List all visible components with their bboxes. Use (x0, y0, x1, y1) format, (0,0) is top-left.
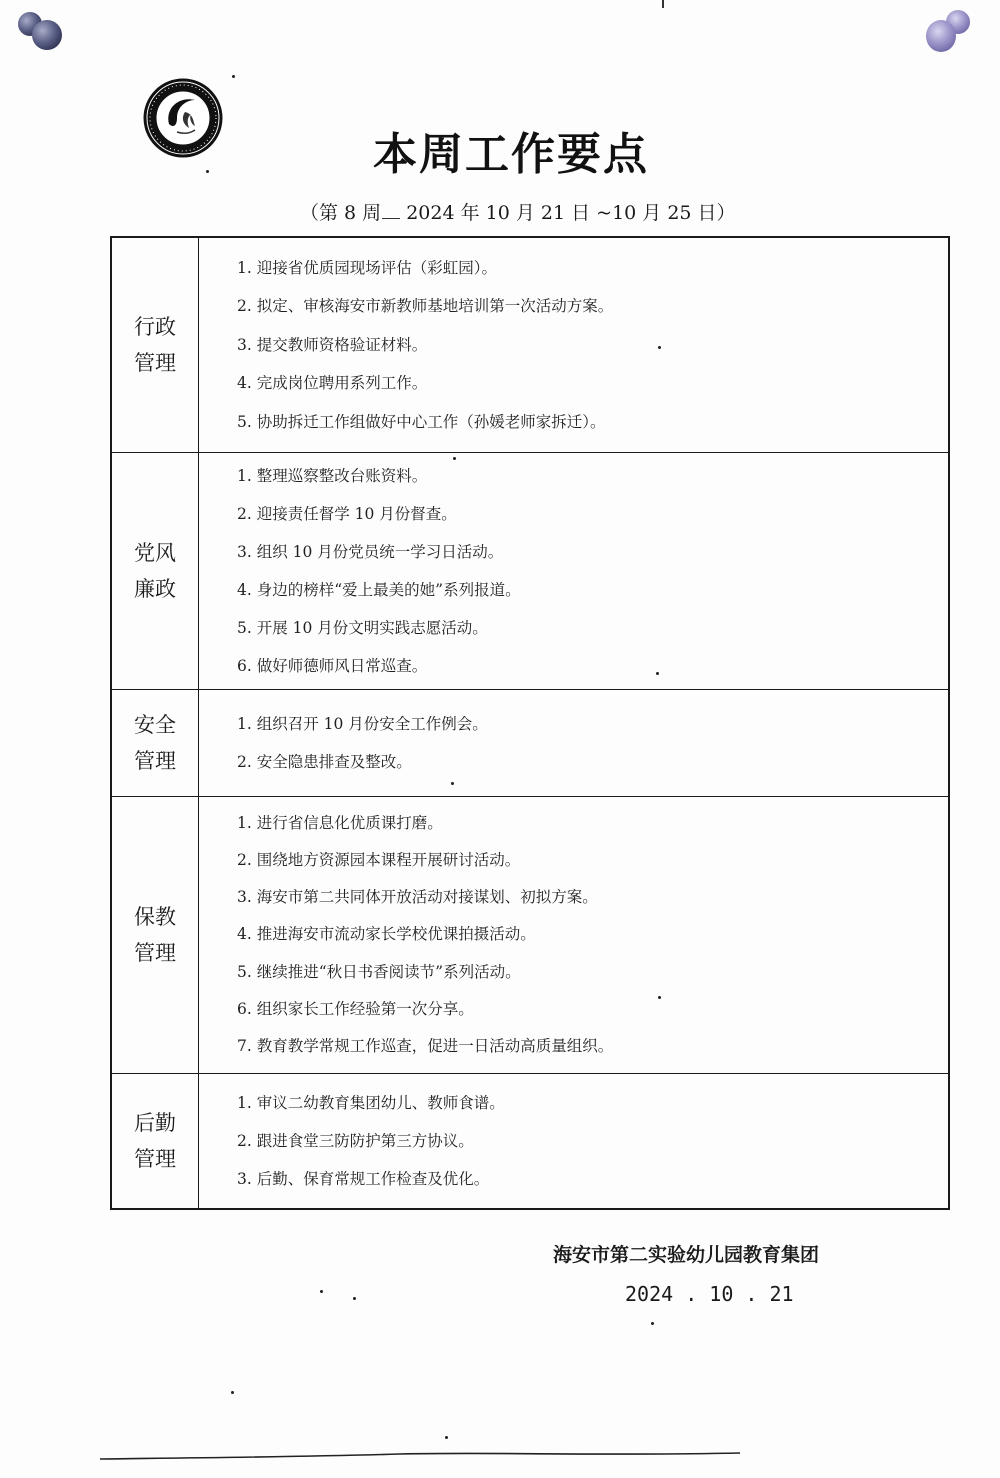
list-item: 2. 围绕地方资源园本课程开展研讨活动。 (237, 850, 521, 869)
items-cell (199, 1074, 950, 1210)
scan-speck (651, 1322, 654, 1325)
items-cell (199, 237, 950, 453)
scan-speck (658, 346, 661, 349)
table-row (111, 237, 949, 453)
week-label: （第 8 周 (300, 202, 382, 224)
table-row (111, 1074, 949, 1210)
category-label: 管理 (134, 351, 176, 375)
items-cell (199, 453, 950, 690)
category-label: 行政 (134, 315, 176, 339)
list-item: 6. 做好师德师风日常巡查。 (237, 657, 428, 675)
category-label: 廉政 (134, 577, 176, 601)
paper-edge-line (100, 1451, 740, 1461)
category-cell (111, 1074, 199, 1210)
list-item: 2. 迎接责任督学 10 月份督查。 (237, 505, 457, 523)
category-cell (111, 797, 199, 1074)
list-item: 1. 进行省信息化优质课打磨。 (237, 813, 443, 832)
list-item: 1. 审议二幼教育集团幼儿、教师食谱。 (237, 1094, 505, 1112)
push-pin-icon (32, 20, 62, 50)
scan-speck (353, 1297, 356, 1300)
items-cell (199, 797, 950, 1074)
table-row (111, 690, 949, 797)
list-item: 4. 身边的榜样“爱上最美的她”系列报道。 (237, 581, 521, 599)
scan-speck (206, 170, 209, 173)
scan-speck (451, 782, 454, 785)
scan-speck (320, 1290, 323, 1293)
underline-mark (382, 218, 400, 219)
category-cell (111, 690, 199, 797)
work-plan-table (110, 236, 950, 1210)
list-item: 5. 继续推进“秋日书香阅读节”系列活动。 (237, 962, 521, 981)
table-row (111, 453, 949, 690)
scan-speck (232, 75, 235, 78)
list-item: 1. 迎接省优质园现场评估（彩虹园）。 (237, 258, 497, 277)
category-label: 管理 (134, 749, 176, 773)
list-item: 2. 安全隐患排查及整改。 (237, 753, 412, 771)
list-item: 3. 后勤、保育常规工作检查及优化。 (237, 1170, 490, 1188)
signature-date: 2024 . 10 . 21 (625, 1282, 794, 1306)
category-label: 后勤 (134, 1111, 176, 1135)
list-item: 3. 提交教师资格验证材料。 (237, 335, 428, 354)
scan-speck (656, 672, 659, 675)
category-cell (111, 237, 199, 453)
signature-organization: 海安市第二实验幼儿园教育集团 (553, 1244, 820, 1266)
list-item: 3. 组织 10 月份党员统一学习日活动。 (237, 543, 504, 561)
list-item: 5. 协助拆迁工作组做好中心工作（孙媛老师家拆迁）。 (237, 412, 606, 431)
list-item: 1. 整理巡察整改台账资料。 (237, 467, 428, 485)
scan-speck (231, 1391, 234, 1394)
paper-mark (662, 0, 664, 8)
push-pin-icon (926, 20, 956, 52)
list-item: 1. 组织召开 10 月份安全工作例会。 (237, 715, 488, 733)
list-item: 5. 开展 10 月份文明实践志愿活动。 (237, 619, 488, 637)
category-label: 管理 (134, 941, 176, 965)
date-range: 2024 年 10 月 21 日 ~10 月 25 日） (406, 202, 736, 224)
category-label: 安全 (134, 713, 176, 737)
category-label: 管理 (134, 1147, 176, 1171)
table-row (111, 797, 949, 1074)
scan-speck (658, 996, 661, 999)
category-label: 保教 (134, 905, 176, 929)
list-item: 2. 拟定、审核海安市新教师基地培训第一次活动方案。 (237, 297, 614, 316)
list-item: 4. 推进海安市流动家长学校优课拍摄活动。 (237, 925, 536, 944)
items-cell (199, 690, 950, 797)
list-item: 7. 教育教学常规工作巡查，促进一日活动高质量组织。 (237, 1037, 614, 1055)
page-title: 本周工作要点 (373, 129, 649, 180)
list-item: 2. 跟进食堂三防防护第三方协议。 (237, 1132, 474, 1150)
week-subtitle (300, 198, 736, 225)
scan-speck (453, 457, 456, 460)
list-item: 4. 完成岗位聘用系列工作。 (237, 374, 428, 393)
category-label: 党风 (134, 541, 176, 565)
category-cell (111, 453, 199, 690)
list-item: 6. 组织家长工作经验第一次分享。 (237, 999, 474, 1018)
list-item: 3. 海安市第二共同体开放活动对接谋划、初拟方案。 (237, 888, 598, 907)
scan-speck (445, 1436, 448, 1439)
